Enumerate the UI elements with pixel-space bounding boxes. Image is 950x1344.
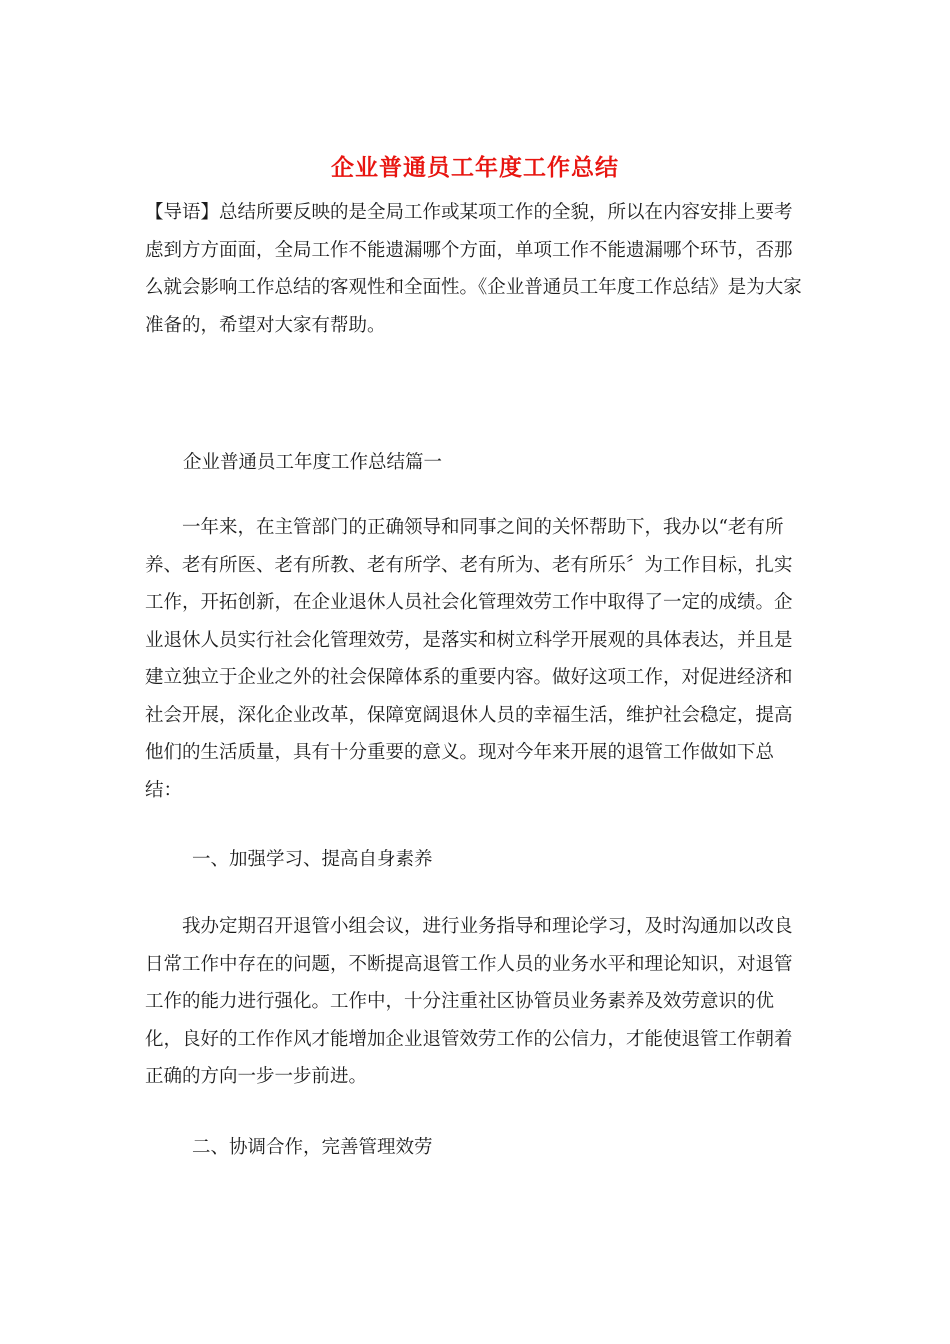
heading-1: 一、加强学习、提高自身素养 [192, 849, 433, 870]
intro-paragraph: 【导语】总结所要反映的是全局工作或某项工作的全貌，所以在内容安排上要考虑到方方面面，全局工作不能遗漏哪个方面，单项工作不能遗漏哪个环节，否那么就会影响工作总结的客观性和全面性。《企业普通员工年度工作总结》是为大家准备的，希望对大家有帮助。 [145, 202, 802, 336]
section-title: 企业普通员工年度工作总结篇一 [183, 452, 443, 473]
body-paragraph-2: 我办定期召开退管小组会议，进行业务指导和理论学习，及时沟通加以改良日常工作中存在的问题，不断提高退管工作人员的业务水平和理论知识，对退管工作的能力进行强化。工作中，十分注重社区协管员业务素养及效劳意识的优化，良好的工作作风才能增加企业退管效劳工作的公信力，才能使退管工作朝着正确的方向一步一步前进。 [145, 916, 793, 1087]
document-title: 企业普通员工年度工作总结 [331, 154, 619, 181]
body-paragraph-1: 一年来，在主管部门的正确领导和同事之间的关怀帮助下，我办以“老有所养、老有所医、老有所教、老有所学、老有所为、老有所乐〞为工作目标，扎实工作，开拓创新，在企业退休人员社会化管理效劳工作中取得了一定的成绩。企业退休人员实行社会化管理效劳，是落实和树立科学开展观的具体表达，并且是建立独立于企业之外的社会保障体系的重要内容。做好这项工作，对促进经济和社会开展，深化企业改革，保障宽阔退休人员的幸福生活，维护社会稳定，提高他们的生活质量，具有十分重要的意义。现对今年来开展的退管工作做如下总结： [145, 517, 793, 801]
heading-2: 二、协调合作，完善管理效劳 [192, 1137, 433, 1158]
